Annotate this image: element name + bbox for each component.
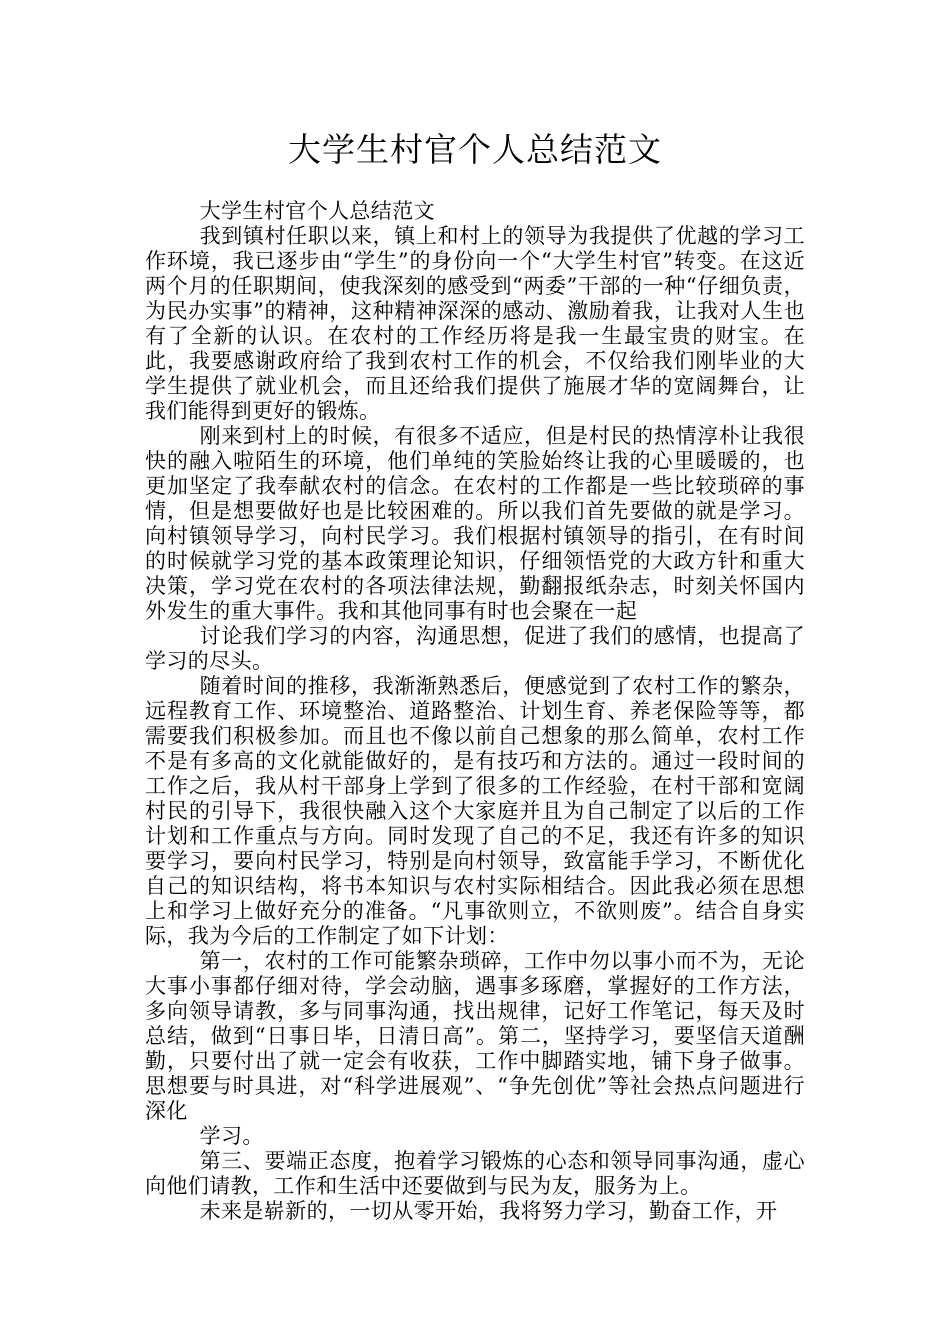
attitude-paragraph: 第三、要端正态度，抱着学习锻炼的心态和领导同事沟通，虚心向他们请教，工作和生活中还要做到与民为友，服务为上。: [145, 1149, 805, 1198]
plan-paragraph: 第一，农村的工作可能繁杂琐碎，工作中勿以事小而不为，无论大事小事都仔细对待，学会动脑，遇事多琢磨，掌握好的工作方法，多向领导请教，多与同事沟通，找出规律，记好工作笔记，每天及时总结，做到“日事日毕，日清日高”。第二，坚持学习，要坚信天道酬勤，只要付出了就一定会有收获，工作中脚踏实地，铺下身子做事。思想要与时具进，对“科学进展观”、“争先创优”等社会热点问题进行深化: [145, 949, 805, 1123]
experience-paragraph: 随着时间的推移，我渐渐熟悉后，便感觉到了农村工作的繁杂，远程教育工作、环境整治、道路整治、计划生育、养老保险等等，都需要我们积极参加。而且也不像以前自己想象的那么简单，农村工作不是有多高的文化就能做好的，是有技巧和方法的。通过一段时间的工作之后，我从村干部身上学到了很多的工作经验，在村干部和宽阔村民的引导下，我很快融入这个大家庭并且为自己制定了以后的工作计划和工作重点与方向。同时发现了自己的不足，我还有许多的知识要学习，要向村民学习，特别是向村领导，致富能手学习，不断优化自己的知识结构，将书本知识与农村实际相结合。因此我必须在思想上和学习上做好充分的准备。“凡事欲则立，不欲则废”。结合自身实际，我为今后的工作制定了如下计划：: [145, 674, 805, 948]
intro-paragraph: 我到镇村任职以来，镇上和村上的领导为我提供了优越的学习工作环境，我已逐步由“学生”的身份向一个“大学生村官”转变。在这近两个月的任职期间，使我深刻的感受到“两委”干部的一种“仔细负责，为民办实事”的精神，这种精神深深的感动、激励着我，让我对人生也有了全新的认识。在农村的工作经历将是我一生最宝贵的财宝。在此，我要感谢政府给了我到农村工作的机会，不仅给我们刚毕业的大学生提供了就业机会，而且还给我们提供了施展才华的宽阔舞台，让我们能得到更好的锻炼。: [145, 224, 805, 423]
discussion-paragraph: 讨论我们学习的内容，沟通思想，促进了我们的感情，也提高了学习的尽头。: [145, 624, 805, 673]
arrival-paragraph: 刚来到村上的时候，有很多不适应，但是村民的热情淳朴让我很快的融入啦陌生的环境，他们单纯的笑脸始终让我的心里暖暖的，也更加坚定了我奉献农村的信念。在农村的工作都是一些比较琐碎的事情，但是想要做好也是比较困难的。所以我们首先要做的就是学习。向村镇领导学习，向村民学习。我们根据村镇领导的指引，在有时间的时候就学习党的基本政策理论知识，仔细领悟党的大政方针和重大决策，学习党在农村的各项法律法规，勤翻报纸杂志，时刻关怀国内外发生的重大事件。我和其他同事有时也会聚在一起: [145, 424, 805, 623]
study-paragraph: 学习。: [199, 1124, 264, 1148]
subtitle-paragraph: 大学生村官个人总结范文: [199, 199, 435, 223]
document-title: 大学生村官个人总结范文: [288, 130, 662, 169]
future-paragraph: 未来是崭新的，一切从零开始，我将努力学习，勤奋工作，开: [199, 1199, 778, 1223]
document-body: [145, 199, 805, 1224]
